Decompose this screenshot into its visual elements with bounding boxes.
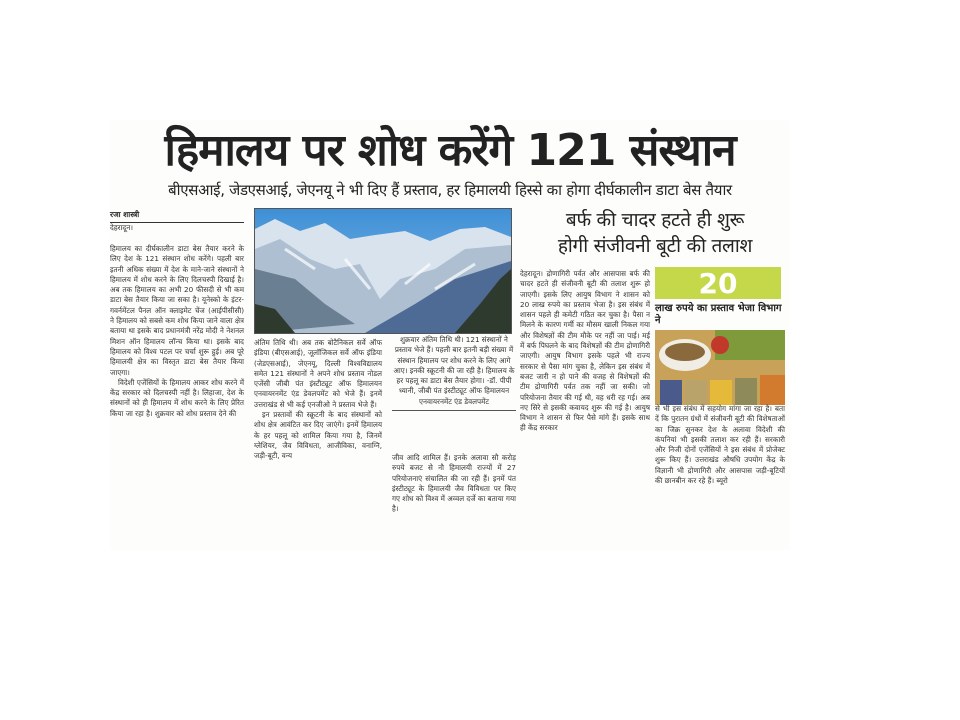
side-headline-line-1: बर्फ की चादर हटते ही शुरू	[565, 209, 745, 231]
side-headline-line-2: होगी संजीवनी बूटी की तलाश	[557, 235, 753, 257]
byline: रजा शास्त्री	[110, 210, 244, 223]
side-story-column-2	[655, 404, 785, 486]
paragraph: हिमालय का दीर्घकालीन डाटा बेस तैयार करने के लिए देश के 121 संस्थान शोध करेंगे। पहली बार इतनी अधिक संख्या में देश के माने-जाने संस्थानों ने हिमालय में शोध करने के लिए दिलचस्पी दिखाई है। अब तक हिमालय का अभी 20 फीसदी से भी कम डाटा बेस तैयार किया जा सका है। यूनेस्को के इंटर-गवर्नमेंटल पैनल ऑन क्लाइमेट चेंज (आईपीसीसी) ने हिमालय को सबसे कम शोध किया जाने वाला क्षेत्र बताया था इसके बाद प्रधानमंत्री नरेंद्र मोदी ने नेशनल मिशन ऑन हिमालय लॉन्च किया था। इसके बाद हिमालय को विश्व पटल पर चर्चा शुरू हुई। अब पूरे हिमालयी क्षेत्र का विस्तृत डाटा बेस तैयार किया जाएगा।	[110, 244, 244, 377]
main-headline: हिमालय पर शोध करेंगे 121 संस्थान	[164, 125, 736, 176]
blue-spice	[660, 380, 682, 405]
stat-caption: लाख रुपये का प्रस्ताव भेजा विभाग ने	[655, 303, 782, 326]
orange-spice	[760, 375, 785, 405]
newspaper-clipping	[110, 120, 790, 550]
article-column-2	[254, 338, 382, 462]
herbs-photo	[655, 330, 785, 405]
herbs-illustration	[655, 330, 785, 405]
dateline: देहरादून।	[110, 223, 133, 232]
mortar-contents	[665, 343, 705, 361]
mountain-photo	[254, 208, 512, 334]
side-story-column-1	[520, 269, 650, 434]
paragraph: से भी इस संबंध में सहयोग मांगा जा रहा है। बता दें कि पुरातन ग्रंथों में संजीवनी बूटी की विशेषताओं का जिक्र सुनकर देश के अलावा विदेशी की कंपनियां भी इसकी तलाश कर रही हैं। सरकारी और निजी दोनों एजेंसियों ने इस संबंध में प्रोजेक्ट शुरू किए हैं। उत्तराखंड औषधि उपयोग केंद्र के विज्ञानी भी द्रोणागिरी और आसपास जड़ी-बूटियों की छानबीन कर रहे हैं। ब्यूरो	[655, 404, 785, 486]
mountain-illustration	[255, 209, 511, 333]
yellow-spice	[710, 380, 732, 405]
sub-headline: बीएसआई, जेडएसआई, जेएनयू ने भी दिए हैं प्रस्ताव, हर हिमालयी हिस्से का होगा दीर्घकालीन डाटा बेस तैयार	[168, 181, 732, 199]
herb-spice	[735, 378, 757, 405]
article-column-1	[110, 244, 244, 419]
stat-box: 20	[655, 267, 781, 299]
red-spice	[711, 336, 729, 354]
paragraph: देहरादून। द्रोणागिरी पर्वत और आसपास बर्फ की चादर हटते ही संजीवनी बूटी की तलाश शुरू हो जाएगी। इसके लिए आयुष विभाग ने शासन को 20 लाख रुपये का प्रस्ताव भेजा है। इस संबंध में शासन पहले ही कमेटी गठित कर चुका है। पैसा न मिलने के कारण गर्मी का मौसम खाली निकल गया और विशेषज्ञों की टीम मौके पर नहीं जा पाई। मई में बर्फ पिघलने के बाद विशेषज्ञों की टीम द्रोणागिरी जाएगी। आयुष विभाग इसके पहले भी राज्य सरकार से पैसा मांग चुका है, लेकिन इस संबंध में बजट जारी न हो पाने की वजह से विशेषज्ञों की टीम द्रोणागिरी पर्वत तक नहीं जा सकी। जो परियोजना तैयार की गई थी, वह धरी रह गई। अब नए सिरे से इसकी कवायद शुरू की गई है। आयुष विभाग ने शासन से फिर पैसे मांगे हैं। इसके साथ ही केंद्र सरकार	[520, 269, 650, 433]
paragraph: इन प्रस्तावों की स्क्रूटनी के बाद संस्थानों को शोध क्षेत्र आवंटित कर दिए जाएंगे। इनमें हिमालय के हर पहलू को शामिल किया गया है, जिनमें ग्लेशियर, जैव विविधता, आजीविका, वनाग्नि, जड़ी-बूटी, वन्य	[254, 410, 382, 461]
pull-quote: शुक्रवार अंतिम तिथि थी। 121 संस्थानों ने प्रस्ताव भेजे हैं। पहली बार इतनी बड़ी संख्या में संस्थान हिमालय पर शोध करने के लिए आगे आए। इनकी स्क्रूटनी की जा रही है। हिमालय के हर पहलू का डाटा बेस तैयार होगा। -डॉ. पीपी ध्यानी, जीबी पंत इंस्टीट्यूट ऑफ हिमालयन एनवायरनमेंट एंड डेवलपमेंट	[392, 335, 516, 411]
article-column-3	[392, 453, 516, 515]
paragraph: जीव आदि शामिल हैं। इनके अलावा सौ करोड़ रुपये बजट से नौ हिमालयी राज्यों में 27 परियोजनाएं संचालित की जा रही हैं। इनमें पंत इंस्टीट्यूट के हिमालयी जैव विविधता पर किए गए शोध को विश्व में अव्वल दर्जे का बताया गया है।	[392, 453, 516, 514]
paragraph: विदेशी एजेंसियों के हिमालय आकर शोध करने में केंद्र सरकार को दिलचस्पी नहीं है। लिहाजा, देश के संस्थानों को ही हिमालय में शोध करने के लिए प्रेरित किया जा रहा है। शुक्रवार को शोध प्रस्ताव देने की	[110, 377, 244, 418]
paragraph: अंतिम तिथि थी। अब तक बोटैनिकल सर्वे ऑफ इंडिया (बीएसआई), जूलॉजिकल सर्वे ऑफ इंडिया (जेडएसआई), जेएनयू, दिल्ली विश्वविद्यालय समेत 121 संस्थानों ने अपने शोध प्रस्ताव नोडल एजेंसी जीबी पंत इंस्टीट्यूट ऑफ हिमालयन एनवायरनमेंट एंड डेवलपमेंट को भेजे हैं। इनमें उत्तराखंड से भी कई एनजीओ ने प्रस्ताव भेजे हैं।	[254, 338, 382, 409]
side-story-headline	[520, 207, 790, 259]
seed-spice	[685, 380, 707, 405]
